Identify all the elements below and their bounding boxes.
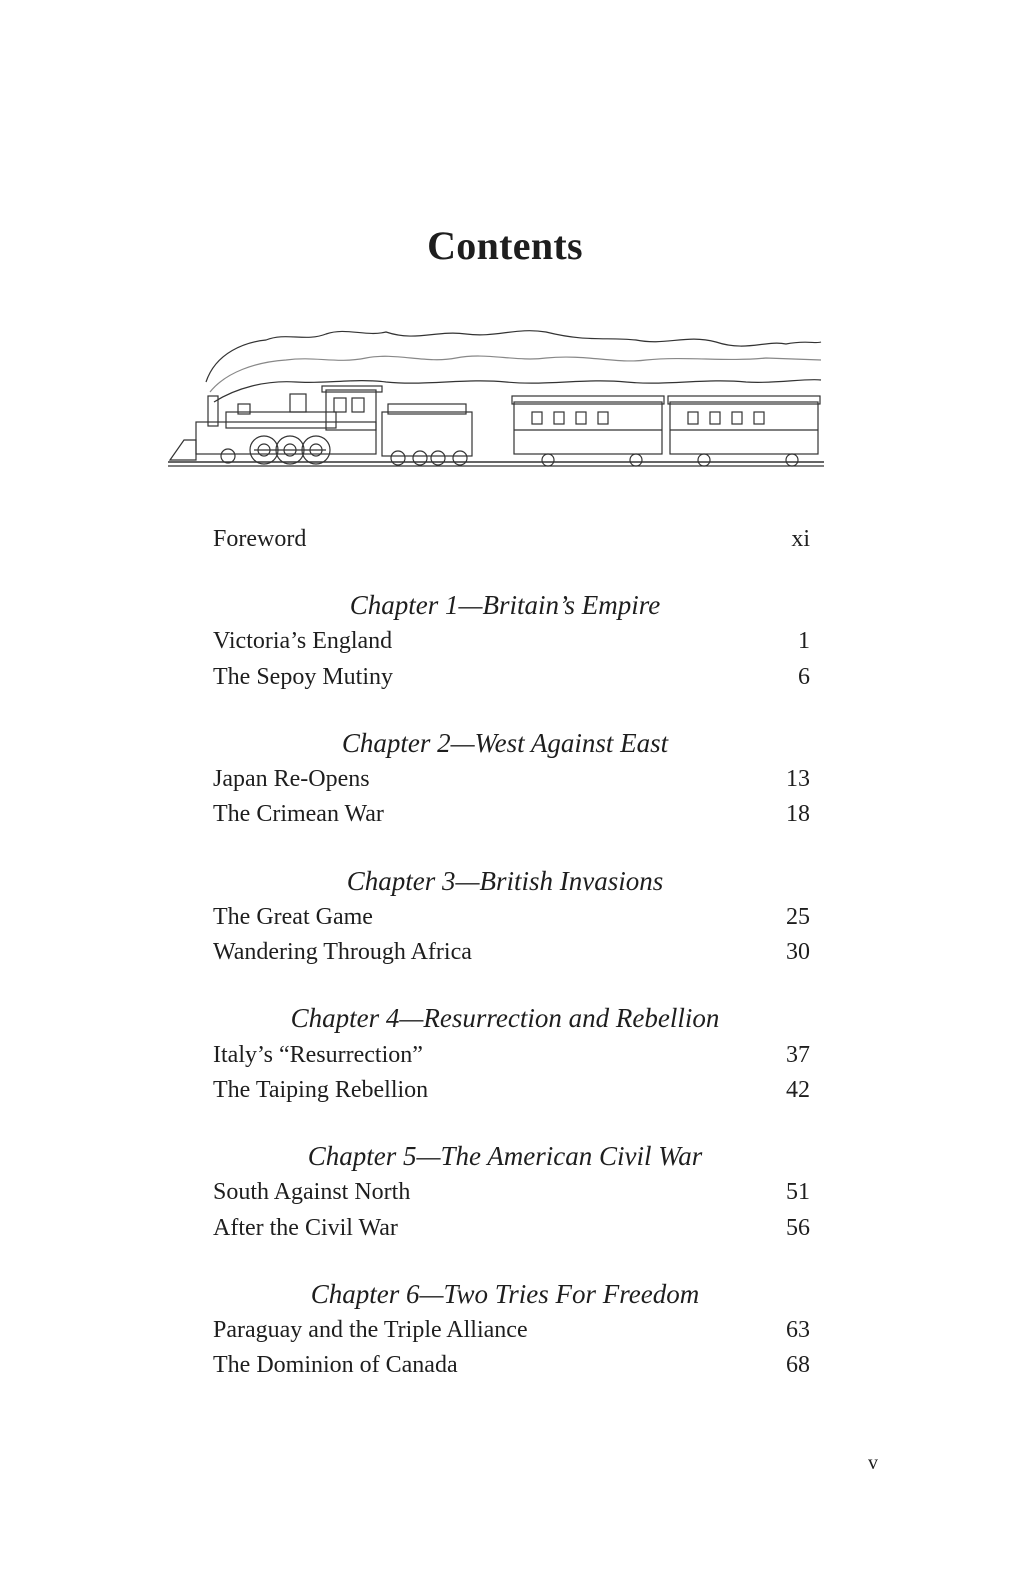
toc-entry-label: The Sepoy Mutiny — [213, 664, 393, 690]
toc-entry[interactable] — [213, 801, 810, 835]
toc-page-number: 1 — [798, 628, 810, 654]
toc-page-number: 13 — [786, 766, 810, 792]
toc-entry[interactable] — [213, 1179, 810, 1213]
toc-entry-label: The Crimean War — [213, 801, 384, 827]
chapter-heading: Chapter 6—Two Tries For Freedom — [310, 1279, 700, 1309]
toc-page-number: 37 — [786, 1042, 810, 1068]
toc-entry-label: Victoria’s England — [213, 628, 393, 654]
toc-entry[interactable] — [213, 1042, 810, 1076]
toc-entry-label: The Taiping Rebellion — [213, 1077, 429, 1103]
chapter-heading: Chapter 2—West Against East — [341, 728, 669, 758]
toc-page-number: 56 — [786, 1215, 810, 1241]
toc-entry-label: Foreword — [213, 526, 307, 552]
toc-entry[interactable] — [213, 939, 810, 973]
toc-entry[interactable] — [213, 766, 810, 800]
page-title: Contents — [427, 223, 583, 268]
toc-entry-label: The Great Game — [213, 904, 373, 930]
train-illustration — [166, 312, 826, 472]
toc-entry-label: After the Civil War — [213, 1215, 398, 1241]
toc-page-number: 30 — [786, 939, 810, 965]
chapter-heading: Chapter 4—Resurrection and Rebellion — [290, 1003, 720, 1033]
toc-entry[interactable] — [213, 1317, 810, 1351]
toc-entry-label: The Dominion of Canada — [213, 1352, 458, 1378]
toc-entry-label: Japan Re-Opens — [213, 766, 370, 792]
toc-entry-label: Paraguay and the Triple Alliance — [213, 1317, 528, 1343]
toc-entry[interactable] — [213, 904, 810, 938]
toc-page-number: 6 — [798, 664, 810, 690]
toc-entry[interactable] — [213, 1215, 810, 1249]
toc-page-number: 51 — [786, 1179, 810, 1205]
chapter-heading: Chapter 5—The American Civil War — [307, 1141, 703, 1171]
toc-entry-label: Wandering Through Africa — [213, 939, 472, 965]
toc-entry-label: South Against North — [213, 1179, 411, 1205]
toc-page-number: xi — [791, 526, 810, 552]
chapter-heading: Chapter 3—British Invasions — [346, 866, 664, 896]
chapter-heading: Chapter 1—Britain’s Empire — [349, 590, 661, 620]
toc-page-number: 68 — [786, 1352, 810, 1378]
toc-page-number: 42 — [786, 1077, 810, 1103]
page-number: v — [868, 1452, 878, 1474]
toc-entry[interactable] — [213, 1352, 810, 1386]
toc-entry-label: Italy’s “Resurrection” — [213, 1042, 423, 1068]
toc-entry-foreword[interactable] — [213, 526, 810, 560]
toc-entry[interactable] — [213, 1077, 810, 1111]
toc-entry[interactable] — [213, 664, 810, 698]
toc-page-number: 18 — [786, 801, 810, 827]
toc-page-number: 63 — [786, 1317, 810, 1343]
toc-page-number: 25 — [786, 904, 810, 930]
toc-entry[interactable] — [213, 628, 810, 662]
